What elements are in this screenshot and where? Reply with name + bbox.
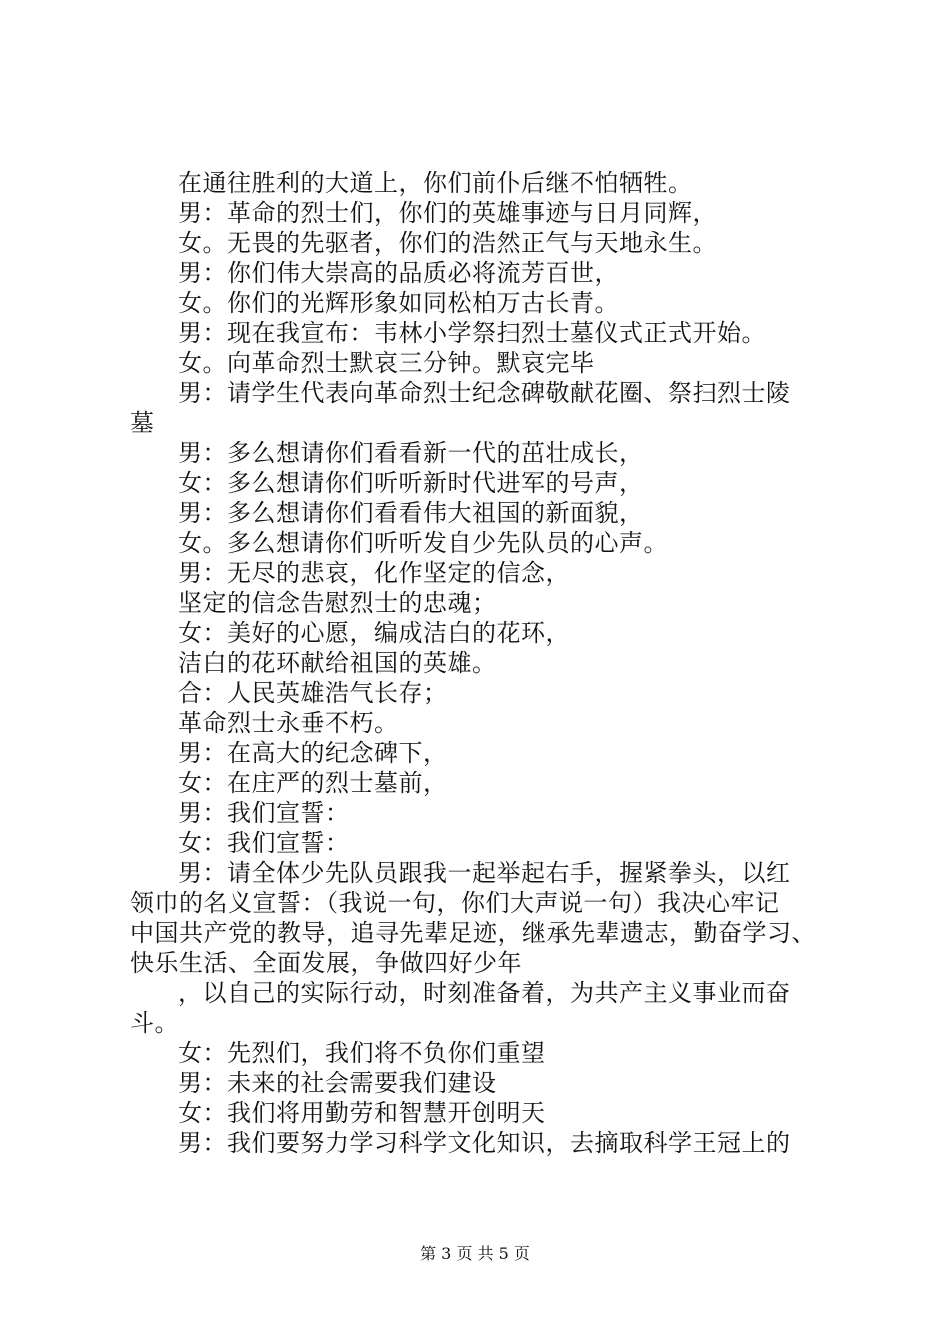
text-line: 女：我们将用勤劳和智慧开创明天 [178,1099,546,1127]
text-line: 男：我们宣誓： [178,799,350,827]
text-line: 女：多么想请你们听听新时代进军的号声， [178,469,644,497]
text-line: 女。你们的光辉形象如同松柏万古长青。 [178,289,619,317]
text-line: 洁白的花环献给祖国的英雄。 [178,649,497,677]
text-line: 女：我们宣誓： [178,829,350,857]
text-line: 中国共产党的教导，追寻先辈足迹，继承先辈遗志，勤奋学习、 [130,919,816,947]
text-line: 男：多么想请你们看看新一代的茁壮成长， [178,439,644,467]
text-line: 男：在高大的纪念碑下， [178,739,448,767]
text-line: 女：在庄严的烈士墓前， [178,769,448,797]
text-line: 男：无尽的悲哀，化作坚定的信念， [178,559,570,587]
text-line: 在通往胜利的大道上，你们前仆后继不怕牺牲。 [178,169,693,197]
text-line: 男：多么想请你们看看伟大祖国的新面貌， [178,499,644,527]
text-line: 男：你们伟大崇高的品质必将流芳百世， [178,259,619,287]
page-number-footer: 第 3 页 共 5 页 [420,1244,530,1263]
text-line: 斗。 [130,1009,179,1037]
text-line: 男：未来的社会需要我们建设 [178,1069,497,1097]
text-line: ，以自己的实际行动，时刻准备着，为共产主义事业而奋 [178,979,791,1007]
text-line: 女。无畏的先驱者，你们的浩然正气与天地永生。 [178,229,717,257]
text-line: 女。多么想请你们听听发自少先队员的心声。 [178,529,668,557]
text-line: 领巾的名义宣誓：（我说一句，你们大声说一句）我决心牢记 [130,889,780,917]
text-line: 女：先烈们，我们将不负你们重望 [178,1039,546,1067]
text-line: 快乐生活、全面发展，争做四好少年 [130,949,522,977]
text-line: 革命烈士永垂不朽。 [178,709,399,737]
text-line: 男：革命的烈士们，你们的英雄事迹与日月同辉， [178,199,717,227]
text-line: 坚定的信念告慰烈士的忠魂； [178,589,497,617]
text-line: 墓 [130,409,155,437]
text-line: 男：我们要努力学习科学文化知识，去摘取科学王冠上的 [178,1129,791,1157]
text-line: 合：人民英雄浩气长存； [178,679,448,707]
text-line: 女：美好的心愿，编成洁白的花环， [178,619,570,647]
text-line: 女。向革命烈士默哀三分钟。默哀完毕 [178,349,595,377]
text-line: 男：请学生代表向革命烈士纪念碑敬献花圈、祭扫烈士陵 [178,379,791,407]
text-line: 男：现在我宣布：韦林小学祭扫烈士墓仪式正式开始。 [178,319,766,347]
text-line: 男：请全体少先队员跟我一起举起右手，握紧拳头，以红 [178,859,791,887]
document-body [130,168,835,1158]
